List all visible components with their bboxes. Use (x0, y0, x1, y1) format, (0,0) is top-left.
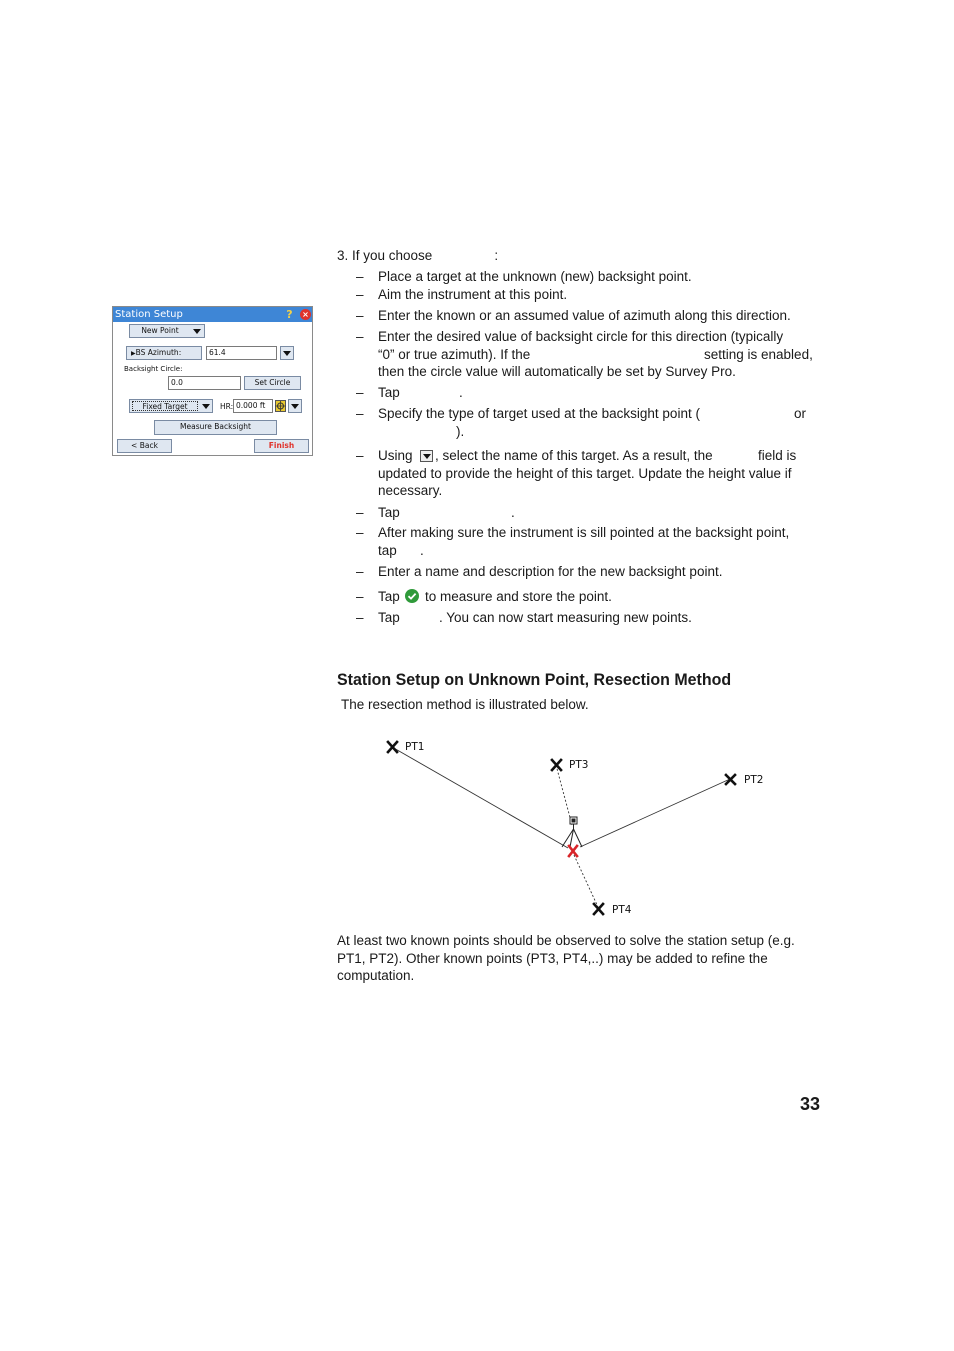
conclusion-paragraph: At least two known points should be observed to solve the station setup (e.g. PT1, PT2). Other known points (PT3, PT4,..) may be added to refine the computation. (337, 933, 795, 983)
bullet-backsight-circle: Enter the desired value of backsight circle for this direction (typically “0” or true azimuth). If the setting is enabled, then the circle value will automatically be set by Survey Pro. (378, 329, 813, 379)
pt3-label: PT3 (569, 759, 589, 771)
pt1-label: PT1 (405, 741, 425, 753)
chevron-down-icon (202, 404, 210, 409)
backsight-circle-field[interactable]: 0.0 (168, 376, 241, 390)
hr-field[interactable]: 0.000 ft (233, 399, 273, 413)
tripod-icon (562, 817, 582, 847)
pt4-label: PT4 (612, 904, 632, 916)
bullet-dash: – (356, 406, 364, 421)
pt2-x-icon (726, 775, 735, 784)
bullet-dash: – (356, 269, 364, 284)
dropdown-arrow-icon (420, 450, 433, 462)
section-heading: Station Setup on Unknown Point, Resection Method (337, 670, 732, 689)
bullet-dash: – (356, 329, 364, 344)
chevron-down-icon (193, 329, 201, 334)
bullet-tap-set-circle: Tap . (378, 385, 463, 400)
target-dropdown[interactable] (288, 399, 302, 413)
new-point-dropdown[interactable]: New Point (129, 324, 205, 338)
page-number: 33 (800, 1094, 821, 1114)
bs-azimuth-field[interactable]: 61.4 (206, 346, 277, 360)
section-subtitle: The resection method is illustrated below. (341, 697, 589, 712)
bullet-place-target: Place a target at the unknown (new) backsight point. (378, 269, 692, 284)
bullet-dash: – (356, 525, 364, 540)
bullet-dash: – (356, 385, 364, 400)
triangle-right-icon: ▶ (131, 350, 136, 357)
bullet-tap-finish: Tap . You can now start measuring new points. (378, 610, 692, 625)
finish-button[interactable]: Finish (254, 439, 309, 453)
station-x-icon (569, 846, 577, 856)
bullet-tap-store: Tap to measure and store the point. (378, 589, 612, 604)
bullet-dash: – (356, 505, 364, 520)
pt1-x-icon (388, 742, 397, 752)
bullet-aim-instrument: Aim the instrument at this point. (378, 287, 568, 302)
bullet-dash: – (356, 448, 364, 463)
bs-azimuth-button[interactable]: ▶BS Azimuth: (126, 346, 202, 360)
bullet-enter-name: Enter a name and description for the new backsight point. (378, 564, 723, 579)
measure-backsight-button[interactable]: Measure Backsight (154, 420, 277, 435)
pt2-label: PT2 (744, 774, 764, 786)
device-title-bar (113, 307, 312, 322)
bullet-enter-azimuth: Enter the known or an assumed value of azimuth along this direction. (378, 308, 791, 323)
set-circle-button[interactable]: Set Circle (244, 376, 301, 390)
bullet-target-type: Specify the type of target used at the backsight point ( or ). (378, 406, 807, 439)
backsight-circle-label: Backsight Circle: (124, 365, 183, 373)
target-type-dropdown[interactable]: Fixed Target (129, 399, 213, 413)
target-icon[interactable] (275, 400, 286, 412)
bullet-dash: – (356, 564, 364, 579)
device-title: Station Setup (115, 309, 183, 320)
bullet-using-target: Using , select the name of this target. As a result, the field is updated to provide the height of this target. Update the height value if necessary. (378, 448, 797, 498)
pt3-x-icon (552, 760, 561, 770)
resection-diagram (380, 735, 770, 920)
pt4-x-icon (594, 904, 603, 914)
checkmark-icon (405, 589, 419, 603)
line-pt1 (392, 747, 568, 848)
bullet-dash: – (356, 589, 364, 604)
step3-intro: 3. If you choose : (337, 248, 499, 263)
bullet-tap-measure-backsight: Tap . (378, 505, 515, 520)
bullet-dash: – (356, 287, 364, 302)
close-icon[interactable]: × (300, 309, 311, 320)
help-icon[interactable]: ? (286, 308, 293, 321)
station-setup-screenshot (112, 306, 313, 456)
bullet-dash: – (356, 308, 364, 323)
back-button[interactable]: < Back (117, 439, 172, 453)
line-pt2 (580, 779, 730, 847)
hr-label: HR: (220, 402, 234, 411)
bs-azimuth-dropdown[interactable] (280, 346, 294, 360)
bullet-dash: – (356, 610, 364, 625)
bullet-tap-ok: After making sure the instrument is sill pointed at the backsight point, tap . (378, 525, 790, 558)
line-pt3 (556, 765, 572, 825)
line-pt4 (574, 855, 598, 907)
